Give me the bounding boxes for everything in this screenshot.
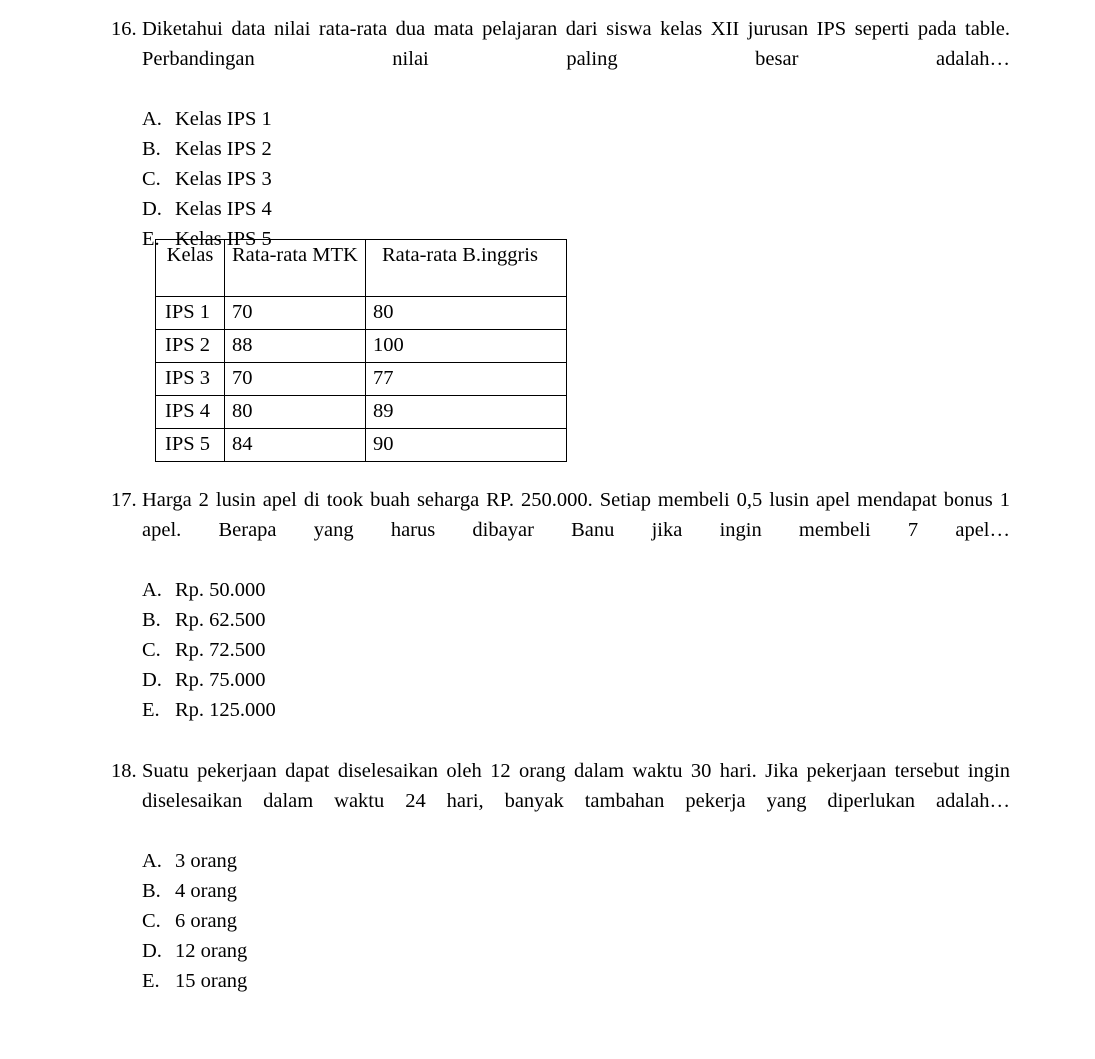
- option-letter: D.: [142, 940, 162, 962]
- option-label: 4 orang: [175, 880, 238, 902]
- option-17-d[interactable]: [142, 665, 1010, 695]
- option-17-a[interactable]: [142, 575, 1010, 605]
- option-letter: D.: [142, 198, 162, 220]
- cell-kelas: IPS 3: [156, 363, 225, 396]
- option-18-d[interactable]: [142, 936, 1010, 966]
- cell-inggris: 80: [366, 297, 567, 330]
- option-label: 12 orang: [175, 940, 248, 962]
- cell-kelas: IPS 5: [156, 429, 225, 462]
- option-letter: B.: [142, 609, 161, 631]
- cell-inggris: 100: [366, 330, 567, 363]
- question-17: [111, 485, 1010, 725]
- option-letter: A.: [142, 850, 162, 872]
- option-letter: E.: [142, 699, 160, 721]
- cell-inggris: 90: [366, 429, 567, 462]
- option-16-d[interactable]: [142, 194, 1010, 224]
- option-18-c[interactable]: [142, 906, 1010, 936]
- question-16: [111, 14, 1010, 254]
- option-label: Kelas IPS 2: [175, 138, 272, 160]
- header-rata-rata-mtk: Rata-rata MTK: [225, 240, 366, 297]
- option-17-b[interactable]: [142, 605, 1010, 635]
- question-18-body: [111, 756, 1010, 846]
- option-letter: E.: [142, 970, 160, 992]
- cell-mtk: 84: [225, 429, 366, 462]
- grades-table-body: [156, 297, 567, 462]
- cell-mtk: 88: [225, 330, 366, 363]
- option-letter: B.: [142, 880, 161, 902]
- table-row: [156, 396, 567, 429]
- question-16-body: [111, 14, 1010, 104]
- option-17-e[interactable]: [142, 695, 1010, 725]
- option-18-a[interactable]: [142, 846, 1010, 876]
- question-17-text: Harga 2 lusin apel di took buah seharga RP. 250.000. Setiap membeli 0,5 lusin apel mendapat bonus 1 apel. Berapa yang harus dibayar Banu jika ingin membeli 7 apel…: [142, 489, 1010, 541]
- cell-kelas: IPS 2: [156, 330, 225, 363]
- option-letter: C.: [142, 910, 161, 932]
- question-16-options: [111, 104, 1010, 254]
- option-letter: A.: [142, 108, 162, 130]
- option-label: Kelas IPS 1: [175, 108, 272, 130]
- option-label: Rp. 72.500: [175, 639, 266, 661]
- option-letter: C.: [142, 168, 161, 190]
- cell-kelas: IPS 4: [156, 396, 225, 429]
- cell-kelas: IPS 1: [156, 297, 225, 330]
- question-18: [111, 756, 1010, 996]
- table-row: [156, 330, 567, 363]
- option-label: Kelas IPS 4: [175, 198, 272, 220]
- option-letter: D.: [142, 669, 162, 691]
- question-18-text: Suatu pekerjaan dapat diselesaikan oleh 12 orang dalam waktu 30 hari. Jika pekerjaan tersebut ingin diselesaikan dalam waktu 24 hari, banyak tambahan pekerja yang diperlukan adalah…: [142, 760, 1010, 812]
- option-letter: B.: [142, 138, 161, 160]
- option-label: Rp. 75.000: [175, 669, 266, 691]
- option-label: 15 orang: [175, 970, 248, 992]
- option-17-c[interactable]: [142, 635, 1010, 665]
- option-label: Rp. 125.000: [175, 699, 276, 721]
- grades-table-head: [156, 240, 567, 297]
- option-16-b[interactable]: [142, 134, 1010, 164]
- question-18-options: [111, 846, 1010, 996]
- grades-table: [155, 239, 567, 462]
- option-18-b[interactable]: [142, 876, 1010, 906]
- option-label: 3 orang: [175, 850, 238, 872]
- table-row: [156, 363, 567, 396]
- option-label: 6 orang: [175, 910, 238, 932]
- table-row: [156, 297, 567, 330]
- question-16-number: 16.: [111, 18, 137, 40]
- option-letter: C.: [142, 639, 161, 661]
- header-kelas: Kelas: [156, 240, 225, 297]
- option-16-c[interactable]: [142, 164, 1010, 194]
- question-16-text: Diketahui data nilai rata-rata dua mata pelajaran dari siswa kelas XII jurusan IPS seperti pada table. Perbandingan nilai paling besar adalah…: [142, 18, 1010, 70]
- option-label: Rp. 62.500: [175, 609, 266, 631]
- cell-mtk: 70: [225, 297, 366, 330]
- cell-inggris: 89: [366, 396, 567, 429]
- table-header-row: [156, 240, 567, 297]
- option-label: Rp. 50.000: [175, 579, 266, 601]
- option-label: Kelas IPS 3: [175, 168, 272, 190]
- cell-mtk: 80: [225, 396, 366, 429]
- question-18-number: 18.: [111, 760, 137, 782]
- table-row: [156, 429, 567, 462]
- grades-table-wrapper: [155, 239, 567, 462]
- option-18-e[interactable]: [142, 966, 1010, 996]
- question-17-body: [111, 485, 1010, 575]
- option-letter: E.: [142, 228, 160, 250]
- option-label: Kelas IPS 5: [175, 228, 272, 250]
- header-rata-rata-binggris: Rata-rata B.inggris: [366, 240, 567, 297]
- option-16-a[interactable]: [142, 104, 1010, 134]
- option-letter: A.: [142, 579, 162, 601]
- cell-mtk: 70: [225, 363, 366, 396]
- question-17-number: 17.: [111, 489, 137, 511]
- cell-inggris: 77: [366, 363, 567, 396]
- question-17-options: [111, 575, 1010, 725]
